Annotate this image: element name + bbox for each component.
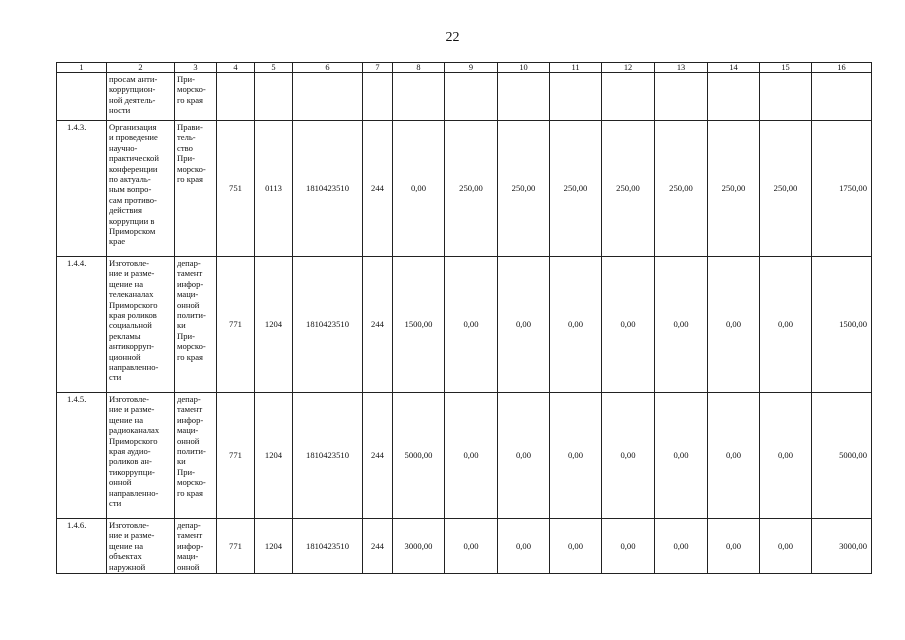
table-row	[57, 519, 872, 574]
expense-type-code: 244	[363, 121, 393, 257]
amount-cell: 3000,00	[393, 519, 445, 574]
item-number: 1.4.5.	[57, 393, 107, 519]
column-number: 12	[602, 63, 655, 73]
column-number: 11	[550, 63, 602, 73]
amount-cell: 250,00	[602, 121, 655, 257]
amount-cell: 0,00	[708, 519, 760, 574]
section-code: 1204	[255, 257, 293, 393]
target-article-code: 1810423510	[293, 257, 363, 393]
amount-cell: 0,00	[498, 257, 550, 393]
amount-cell: 250,00	[760, 121, 812, 257]
page-number: 22	[445, 30, 460, 45]
column-number: 9	[445, 63, 498, 73]
column-number-row	[57, 63, 872, 73]
column-number: 15	[760, 63, 812, 73]
target-article-code: 1810423510	[293, 121, 363, 257]
item-number	[57, 73, 107, 121]
section-code	[255, 73, 293, 121]
item-number: 1.4.4.	[57, 257, 107, 393]
item-name: Изготовле- ние и разме- щение на радиоканалах Приморского края аудио- роликов ан- тикоррупци- онной направленно- сти	[107, 393, 175, 519]
item-name: Изготовле- ние и разме- щение на объектах наружной	[107, 519, 175, 574]
expense-type-code: 244	[363, 257, 393, 393]
amount-cell: 0,00	[655, 257, 708, 393]
amount-cell	[498, 73, 550, 121]
amount-cell: 250,00	[655, 121, 708, 257]
column-number: 14	[708, 63, 760, 73]
amount-cell: 0,00	[760, 393, 812, 519]
total-cell: 5000,00	[812, 393, 872, 519]
column-number: 5	[255, 63, 293, 73]
item-executor: депар- тамент инфор- маци- онной полити- ки При- морско- го края	[175, 257, 217, 393]
amount-cell: 250,00	[550, 121, 602, 257]
item-number: 1.4.6.	[57, 519, 107, 574]
expense-type-code: 244	[363, 519, 393, 574]
section-code: 1204	[255, 519, 293, 574]
item-executor: Прави- тель- ство При- морско- го края	[175, 121, 217, 257]
amount-cell: 0,00	[602, 519, 655, 574]
ministry-code: 771	[217, 257, 255, 393]
amount-cell: 0,00	[550, 519, 602, 574]
amount-cell: 0,00	[445, 257, 498, 393]
total-cell	[812, 73, 872, 121]
table-row	[57, 257, 872, 393]
amount-cell	[602, 73, 655, 121]
item-name: Организация и проведение научно- практической конференции по актуаль- ным вопро- сам противо- действия коррупции в Приморском крае	[107, 121, 175, 257]
amount-cell: 0,00	[602, 257, 655, 393]
amount-cell: 0,00	[550, 257, 602, 393]
item-name: Изготовле- ние и разме- щение на телеканалах Приморского края роликов социальной рекламы антикорруп- ционной направленно- сти	[107, 257, 175, 393]
section-code: 1204	[255, 393, 293, 519]
amount-cell: 0,00	[708, 393, 760, 519]
amount-cell	[550, 73, 602, 121]
item-name: просам анти- коррупцион- ной деятель- ности	[107, 73, 175, 121]
amount-cell: 0,00	[498, 393, 550, 519]
ministry-code: 751	[217, 121, 255, 257]
column-number: 1	[57, 63, 107, 73]
section-code: 0113	[255, 121, 293, 257]
column-number: 13	[655, 63, 708, 73]
item-executor: депар- тамент инфор- маци- онной	[175, 519, 217, 574]
table-row	[57, 393, 872, 519]
amount-cell	[655, 73, 708, 121]
column-number: 8	[393, 63, 445, 73]
column-number: 6	[293, 63, 363, 73]
amount-cell: 0,00	[445, 519, 498, 574]
amount-cell: 1500,00	[393, 257, 445, 393]
item-executor: При- морско- го края	[175, 73, 217, 121]
amount-cell: 250,00	[498, 121, 550, 257]
column-number: 7	[363, 63, 393, 73]
amount-cell	[760, 73, 812, 121]
expense-type-code: 244	[363, 393, 393, 519]
target-article-code: 1810423510	[293, 519, 363, 574]
amount-cell: 0,00	[498, 519, 550, 574]
amount-cell: 0,00	[445, 393, 498, 519]
target-article-code	[293, 73, 363, 121]
amount-cell: 250,00	[708, 121, 760, 257]
amount-cell	[708, 73, 760, 121]
amount-cell: 0,00	[602, 393, 655, 519]
item-executor: депар- тамент инфор- маци- онной полити- ки При- морско- го края	[175, 393, 217, 519]
budget-table	[56, 62, 872, 574]
column-number: 4	[217, 63, 255, 73]
expense-type-code	[363, 73, 393, 121]
amount-cell: 0,00	[708, 257, 760, 393]
target-article-code: 1810423510	[293, 393, 363, 519]
amount-cell: 0,00	[760, 257, 812, 393]
amount-cell: 0,00	[655, 393, 708, 519]
item-number: 1.4.3.	[57, 121, 107, 257]
amount-cell	[445, 73, 498, 121]
table-row	[57, 121, 872, 257]
amount-cell: 0,00	[655, 519, 708, 574]
column-number: 10	[498, 63, 550, 73]
ministry-code	[217, 73, 255, 121]
amount-cell: 0,00	[550, 393, 602, 519]
amount-cell	[393, 73, 445, 121]
ministry-code: 771	[217, 519, 255, 574]
column-number: 16	[812, 63, 872, 73]
column-number: 3	[175, 63, 217, 73]
amount-cell: 5000,00	[393, 393, 445, 519]
column-number: 2	[107, 63, 175, 73]
table-row	[57, 73, 872, 121]
total-cell: 3000,00	[812, 519, 872, 574]
ministry-code: 771	[217, 393, 255, 519]
amount-cell: 250,00	[445, 121, 498, 257]
total-cell: 1500,00	[812, 257, 872, 393]
amount-cell: 0,00	[393, 121, 445, 257]
total-cell: 1750,00	[812, 121, 872, 257]
amount-cell: 0,00	[760, 519, 812, 574]
